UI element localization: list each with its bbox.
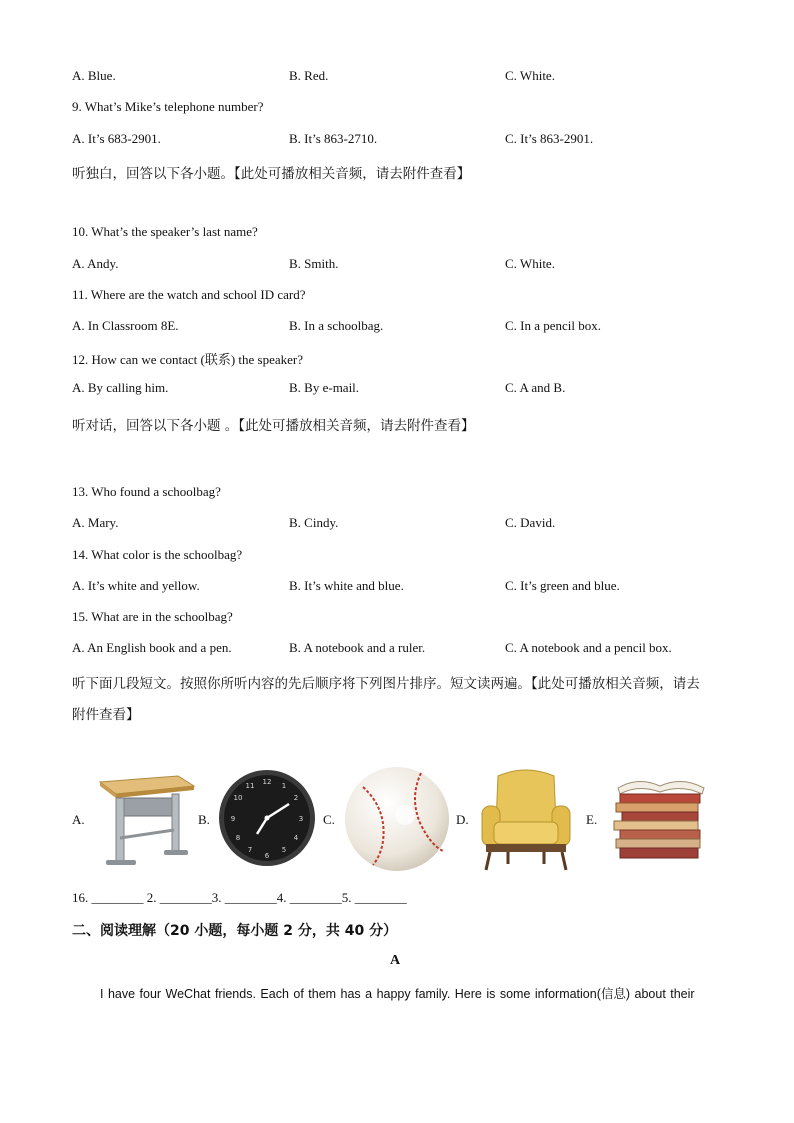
q8-option-b: B. Red. [289, 68, 329, 83]
clock-icon [217, 766, 317, 874]
svg-text:5: 5 [281, 846, 287, 854]
q15-option-c: C. A notebook and a pencil box. [505, 640, 672, 655]
baseball-icon [343, 765, 451, 877]
q10-option-c: C. White. [505, 256, 555, 271]
q11-option-b: B. In a schoolbag. [289, 318, 384, 333]
q9-option-a: A. It’s 683-2901. [72, 131, 161, 146]
q13-option-b: B. Cindy. [289, 515, 339, 530]
q8-option-c: C. White. [505, 68, 555, 83]
q15-option-a: A. An English book and a pen. [72, 640, 232, 655]
q15-question: 15. What are in the schoolbag? [72, 609, 233, 624]
q9-question: 9. What’s Mike’s telephone number? [72, 99, 264, 114]
picture-label-a: A. [72, 812, 85, 827]
svg-text:8: 8 [235, 834, 241, 842]
picture-label-c: C. [323, 812, 335, 827]
svg-text:7: 7 [247, 846, 253, 854]
q13-option-a: A. Mary. [72, 515, 119, 530]
svg-text:1: 1 [281, 782, 287, 790]
picture-label-b: B. [198, 812, 210, 827]
q10-option-b: B. Smith. [289, 256, 339, 271]
passage-text: I have four WeChat friends. Each of them has a happy family. Here is some information(信息) about their [100, 987, 695, 1001]
q10-question: 10. What’s the speaker’s last name? [72, 224, 258, 239]
q12-option-c: C. A and B. [505, 380, 566, 395]
q11-option-c: C. In a pencil box. [505, 318, 602, 333]
desk-icon [94, 768, 198, 880]
passage-instruction-line1: 听下面几段短文。按照你所听内容的先后顺序将下列图片排序。短文读两遍。【此处可播放相关音频，请去 [72, 676, 700, 692]
svg-text:11: 11 [245, 782, 255, 790]
q11-question: 11. Where are the watch and school ID card? [72, 287, 306, 302]
picture-label-e: E. [586, 812, 598, 827]
svg-text:9: 9 [230, 815, 236, 823]
svg-text:12: 12 [262, 778, 272, 786]
q14-option-a: A. It’s white and yellow. [72, 578, 200, 593]
q8-option-a: A. Blue. [72, 68, 116, 83]
q12-option-b: B. By e-mail. [289, 380, 360, 395]
q9-option-c: C. It’s 863-2901. [505, 131, 594, 146]
q14-question: 14. What color is the schoolbag? [72, 547, 243, 562]
passage-instruction-line2: 附件查看】 [72, 707, 140, 723]
q13-question: 13. Who found a schoolbag? [72, 484, 221, 499]
q11-option-a: A. In Classroom 8E. [72, 318, 179, 333]
picture-label-d: D. [456, 812, 469, 827]
q13-option-c: C. David. [505, 515, 556, 530]
armchair-icon [478, 766, 574, 878]
passage-letter: A [390, 953, 401, 968]
q14-option-c: C. It’s green and blue. [505, 578, 620, 593]
svg-text:10: 10 [233, 794, 243, 802]
q12-question: 12. How can we contact (联系) the speaker? [72, 352, 304, 367]
answer-line: 16. ________ 2. ________3. ________4. ________5. ________ [72, 890, 407, 905]
svg-text:4: 4 [293, 834, 299, 842]
q14-option-b: B. It’s white and blue. [289, 578, 404, 593]
dialogue-instruction: 听对话，回答以下各小题 。【此处可播放相关音频，请去附件查看】 [72, 418, 475, 434]
svg-text:6: 6 [264, 852, 270, 860]
q9-option-b: B. It’s 863-2710. [289, 131, 378, 146]
section-title: 二、阅读理解（20 小题，每小题 2 分，共 40 分） [72, 923, 398, 939]
q12-option-a: A. By calling him. [72, 380, 169, 395]
svg-text:2: 2 [293, 794, 299, 802]
q15-option-b: B. A notebook and a ruler. [289, 640, 426, 655]
q10-option-a: A. Andy. [72, 256, 119, 271]
svg-text:3: 3 [298, 815, 304, 823]
books-icon [608, 770, 710, 870]
monologue-instruction: 听独白，回答以下各小题。【此处可播放相关音频，请去附件查看】 [72, 166, 471, 182]
